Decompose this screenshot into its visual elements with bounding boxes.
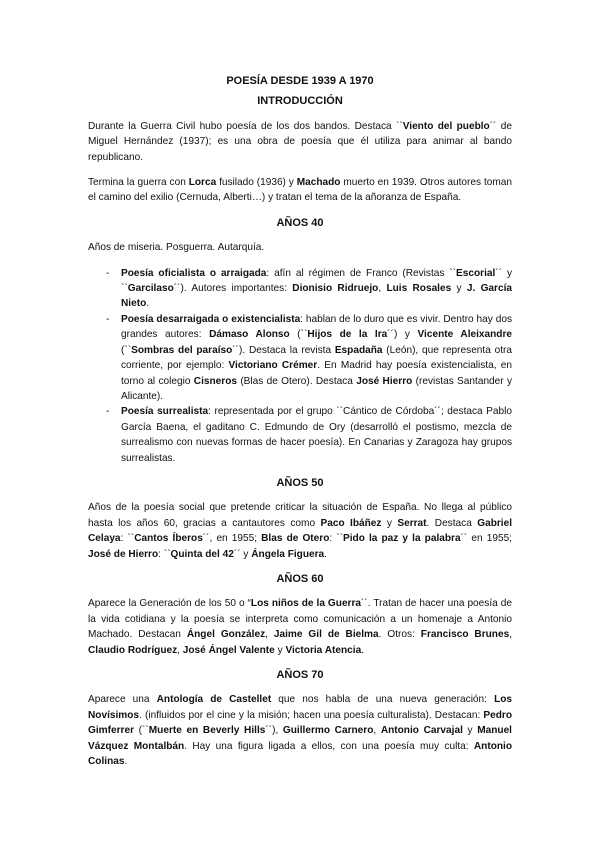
bold-run: Antonio Colinas — [88, 740, 513, 768]
list-item-text — [121, 406, 512, 463]
anos-40-list — [88, 266, 512, 466]
list-item-text — [121, 314, 512, 402]
text-run: . — [146, 298, 150, 310]
bold-run: Poesía desarraigada o existencialista — [121, 313, 301, 325]
bullet-dash: - — [106, 267, 110, 279]
text-run: ´´), — [265, 725, 283, 737]
text-run: que nos habla de una nueva generación: — [271, 694, 495, 706]
bold-run: Dionisio Ridruejo — [292, 283, 379, 295]
text-run: . — [124, 756, 128, 768]
text-run: , — [509, 629, 513, 641]
text-run: Durante la Guerra Civil hubo poesía de los dos bandos. Destaca `` — [88, 120, 403, 132]
text-run: : representada por el grupo ``Cántico de Córdoba´´; destaca Pablo García Baena, el gaditano C. Edmundo de Ory (desarrolló el postismo, mezcla de surrealismo con nuevas formas de hacer poesía). En Canarias y Zaragoza hay grupos surrealistas. — [121, 406, 512, 464]
document-body — [88, 74, 512, 779]
text-run: (`` — [134, 725, 149, 737]
bold-run: Los Novísimos — [88, 694, 513, 721]
section-heading-anos-40: AÑOS 40 — [276, 216, 324, 229]
bold-run: Escorial — [456, 267, 496, 279]
text-run: : hablan de lo duro que es vivir. Dentro hay dos grandes autores: — [121, 313, 512, 341]
text-run: ´´) y — [387, 329, 418, 341]
text-run: ´´ y `` — [121, 267, 512, 295]
section-heading-anos-70: AÑOS 70 — [276, 669, 324, 681]
anos-60-paragraph — [88, 596, 512, 658]
bold-run: Luis Rosales — [386, 283, 452, 295]
bold-run: Blas de Otero — [261, 533, 330, 545]
bold-run: Lorca — [188, 177, 217, 189]
text-run: . En Madrid hay poesía existencialista, en torno al colegio — [121, 360, 513, 387]
text-run: Años de la poesía social que pretende criticar la situación de España. No llega al público hasta los años 60, gracias a cantautores como — [88, 502, 512, 529]
text-run: Aparece la Generación de los 50 o “ — [88, 598, 251, 610]
text-run: y — [451, 283, 467, 295]
bold-run: J. García Nieto — [121, 283, 512, 310]
bold-run: Hijos de la Ira — [307, 329, 388, 341]
text-run: y — [274, 644, 286, 656]
bold-run: Guillermo Carnero — [282, 725, 374, 737]
bold-run: Poesía oficialista o arraigada — [121, 267, 267, 279]
text-run: . Destaca — [426, 517, 478, 529]
text-run: : `` — [120, 533, 135, 545]
list-item — [88, 404, 512, 466]
bold-run: Pedro Gimferrer — [88, 709, 512, 737]
text-run: (`` — [289, 329, 308, 341]
text-run: Termina la guerra con — [88, 177, 189, 189]
bold-run: José Ángel Valente — [182, 644, 275, 656]
text-run: . Hay una figura ligada a ellos, con una poesía muy culta: — [184, 740, 474, 752]
text-run: (`` — [121, 344, 132, 356]
text-run: muerto en 1939. Otros autores toman el camino del exilio (Cernuda, Alberti…) y tratan el tema de la añoranza de España. — [88, 177, 512, 204]
document-title: POESÍA DESDE 1939 A 1970 — [226, 75, 374, 87]
bold-run: Paco Ibáñez — [320, 517, 382, 529]
bold-run: Muerte en Beverly Hills — [148, 725, 266, 737]
text-run: ´´ y — [233, 548, 252, 560]
bold-run: Gabriel Celaya — [88, 517, 513, 545]
text-run: , — [177, 644, 183, 656]
text-run: (revistas Santander y Alicante). — [121, 375, 513, 402]
text-run: : `` — [329, 533, 344, 545]
text-run: , — [373, 725, 381, 737]
bullet-dash: - — [106, 313, 110, 325]
list-item-text — [121, 268, 512, 310]
text-run: ´´, en 1955; — [202, 533, 262, 545]
bullet-dash: - — [106, 406, 110, 418]
bold-run: Poesía surrealista — [121, 406, 209, 418]
text-run: ´´). Autores importantes: — [173, 283, 293, 295]
bold-run: Pido la paz y la palabra — [343, 533, 461, 545]
bold-run: Quinta del 42 — [170, 548, 234, 560]
bold-run: Victoria Atencia — [285, 644, 362, 656]
bold-run: José Hierro — [356, 375, 413, 387]
anos-40-intro — [88, 240, 512, 255]
bold-run: Ángela Figuera — [251, 548, 325, 560]
bold-run: José de Hierro — [88, 548, 159, 560]
text-run: . — [361, 644, 364, 656]
bold-run: Manuel Vázquez Montalbán — [88, 725, 512, 752]
section-heading-anos-50: AÑOS 50 — [276, 476, 324, 489]
anos-70-paragraph — [88, 692, 512, 769]
text-run: : `` — [158, 548, 171, 560]
bold-run: Espadaña — [334, 344, 383, 356]
bold-run: Sombras del paraíso — [131, 344, 233, 356]
bold-run: Victoriano Crémer — [228, 360, 318, 372]
anos-50-paragraph — [88, 500, 512, 562]
text-run: : afín al régimen de Franco (Revistas `` — [266, 267, 457, 279]
bold-run: Antonio Carvajal — [380, 725, 463, 737]
text-run: (Blas de Otero). Destaca — [237, 375, 357, 387]
intro-paragraph-1 — [88, 119, 512, 165]
text-run: y — [381, 517, 398, 529]
text-run: , — [378, 283, 387, 295]
bold-run: Claudio Rodríguez — [88, 644, 178, 656]
bold-run: Ángel González — [186, 629, 266, 641]
text-run: (León), que representa otra corriente, por ejemplo: — [121, 344, 512, 372]
bold-run: Francisco Brunes — [420, 629, 510, 641]
bold-run: Vicente Aleixandre — [417, 329, 513, 341]
text-run: , — [265, 629, 274, 641]
text-run: Aparece una — [88, 694, 157, 706]
section-heading-anos-60: AÑOS 60 — [276, 572, 324, 585]
bold-run: Machado — [296, 177, 341, 189]
section-heading-introduccion: INTRODUCCIÓN — [257, 95, 343, 108]
bold-run: Antología de Castellet — [156, 694, 272, 706]
bold-run: Serrat — [397, 517, 427, 529]
text-run: . Otros: — [378, 629, 421, 641]
text-run: ´´). Destaca la revista — [232, 344, 335, 356]
bold-run: Cisneros — [193, 375, 237, 387]
bold-run: Dámaso Alonso — [209, 329, 290, 341]
bold-run: Los niños de la Guerra — [250, 598, 362, 610]
text-run: ´´ de Miguel Hernández (1937); es una obra de poesía que él utiliza para animar al bando republicano. — [88, 120, 512, 163]
text-run: . — [324, 548, 327, 560]
text-run: . (influidos por el cine y la misión; hacen una poesía culturalista). Destacan: — [139, 709, 484, 721]
bold-run: Jaime Gil de Bielma — [273, 629, 379, 641]
list-item — [88, 312, 512, 404]
bold-run: Cantos Íberos — [134, 533, 203, 545]
bold-run: Garcilaso — [127, 283, 174, 295]
text-run: y — [462, 725, 478, 737]
text-run: Años de miseria. Posguerra. Autarquía. — [88, 242, 265, 254]
list-item — [88, 266, 512, 312]
intro-paragraph-2 — [88, 175, 512, 206]
bold-run: Viento del pueblo — [402, 120, 490, 132]
text-run: fusilado (1936) y — [216, 177, 297, 189]
text-run: ´´ en 1955; — [460, 533, 512, 545]
text-run: ´´. Tratan de hacer una poesía de la vida cotidiana y la poesía se interpreta como comunicación a un homenaje a Antonio Machado. Destacan — [88, 598, 512, 641]
